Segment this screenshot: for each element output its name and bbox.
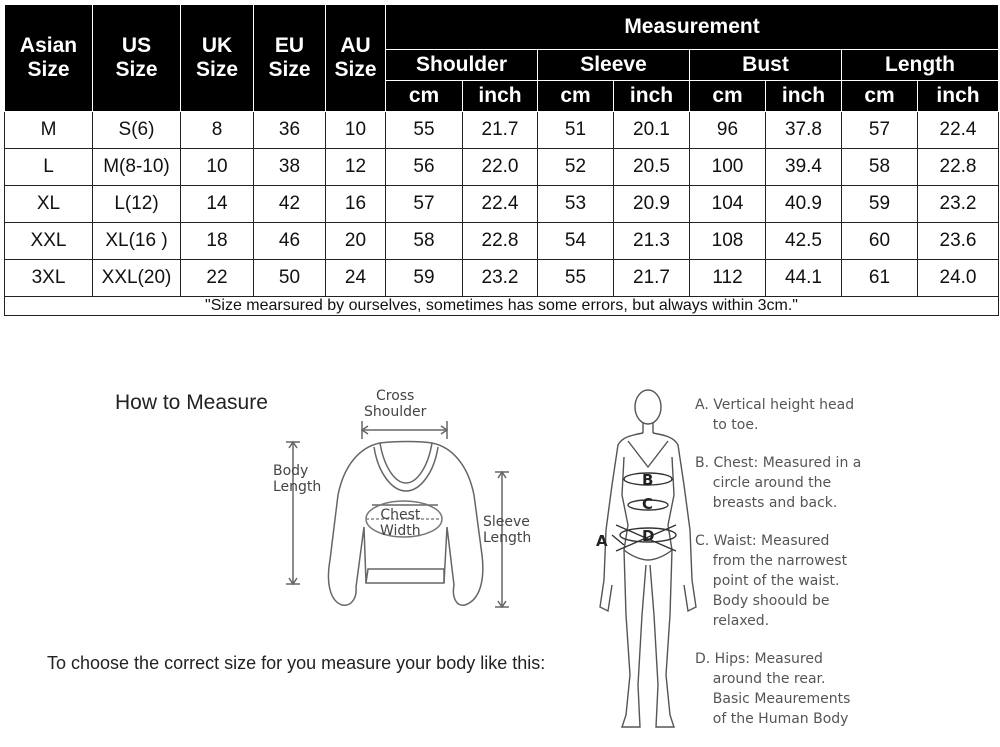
table-cell: 8 xyxy=(181,112,254,149)
table-cell: 55 xyxy=(538,260,614,297)
table-cell: 42.5 xyxy=(766,223,842,260)
header-unit-cm: cm xyxy=(842,81,918,112)
instruction-line: of the Human Body xyxy=(695,711,849,727)
table-cell: 36 xyxy=(254,112,326,149)
header-unit-cm: cm xyxy=(538,81,614,112)
table-row xyxy=(5,223,999,260)
header-unit-inch: inch xyxy=(614,81,690,112)
table-cell: 22.0 xyxy=(463,149,538,186)
instruction-line: circle around the xyxy=(695,475,832,491)
table-cell: 61 xyxy=(842,260,918,297)
table-cell: 39.4 xyxy=(766,149,842,186)
table-cell: 112 xyxy=(690,260,766,297)
table-cell: 22.4 xyxy=(918,112,999,149)
sleeve-length-label: Sleeve Length xyxy=(483,514,532,546)
table-cell: XL xyxy=(5,186,93,223)
body-length-label: Body Length xyxy=(273,463,322,495)
table-cell: 53 xyxy=(538,186,614,223)
table-cell: 24 xyxy=(326,260,386,297)
header-au-size: AU Size xyxy=(326,5,386,112)
letter-d-label: D xyxy=(642,527,655,545)
instruction-line: around the rear. xyxy=(695,671,826,687)
table-cell: 58 xyxy=(842,149,918,186)
table-cell: 42 xyxy=(254,186,326,223)
table-cell: S(6) xyxy=(93,112,181,149)
table-cell: 20.9 xyxy=(614,186,690,223)
table-cell: 52 xyxy=(538,149,614,186)
table-cell: 108 xyxy=(690,223,766,260)
table-cell: M xyxy=(5,112,93,149)
header-eu-size: EU Size xyxy=(254,5,326,112)
table-cell: 60 xyxy=(842,223,918,260)
instruction-line: from the narrowest xyxy=(695,553,848,569)
letter-b-label: B xyxy=(642,471,654,489)
table-cell: 100 xyxy=(690,149,766,186)
table-cell: 58 xyxy=(386,223,463,260)
header-length: Length xyxy=(842,50,999,81)
table-cell: M(8-10) xyxy=(93,149,181,186)
table-cell: 14 xyxy=(181,186,254,223)
header-unit-cm: cm xyxy=(386,81,463,112)
how-to-measure-section xyxy=(0,355,1000,737)
instruction-item xyxy=(695,395,885,435)
table-cell: 21.7 xyxy=(614,260,690,297)
table-row xyxy=(5,260,999,297)
instruction-item xyxy=(695,531,885,631)
instruction-item xyxy=(695,649,885,729)
instruction-line: D. Hips: Measured xyxy=(695,651,823,667)
table-cell: 16 xyxy=(326,186,386,223)
measurement-instructions xyxy=(695,395,885,747)
size-note: "Size mearsured by ourselves, sometimes has some errors, but always within 3cm." xyxy=(5,297,999,316)
table-cell: 23.2 xyxy=(463,260,538,297)
how-to-measure-title: How to Measure xyxy=(115,391,268,414)
table-cell: 37.8 xyxy=(766,112,842,149)
table-cell: 24.0 xyxy=(918,260,999,297)
letter-a-label: A xyxy=(596,532,608,550)
table-cell: 40.9 xyxy=(766,186,842,223)
table-cell: 21.3 xyxy=(614,223,690,260)
table-cell: 22.8 xyxy=(918,149,999,186)
table-cell: 57 xyxy=(386,186,463,223)
table-cell: 96 xyxy=(690,112,766,149)
table-cell: 22 xyxy=(181,260,254,297)
table-cell: 3XL xyxy=(5,260,93,297)
table-cell: 59 xyxy=(386,260,463,297)
header-unit-inch: inch xyxy=(766,81,842,112)
table-cell: 50 xyxy=(254,260,326,297)
table-cell: 57 xyxy=(842,112,918,149)
table-cell: 22.8 xyxy=(463,223,538,260)
table-row xyxy=(5,112,999,149)
table-row xyxy=(5,149,999,186)
instruction-line: C. Waist: Measured xyxy=(695,533,830,549)
table-cell: 18 xyxy=(181,223,254,260)
table-cell: 10 xyxy=(181,149,254,186)
cross-shoulder-label: Cross Shoulder xyxy=(364,388,427,420)
instruction-line: A. Vertical height head xyxy=(695,397,855,413)
table-cell: XL(16 ) xyxy=(93,223,181,260)
table-cell: 56 xyxy=(386,149,463,186)
table-cell: 104 xyxy=(690,186,766,223)
letter-c-label: C xyxy=(642,495,654,513)
table-cell: 12 xyxy=(326,149,386,186)
table-cell: 22.4 xyxy=(463,186,538,223)
table-cell: XXL(20) xyxy=(93,260,181,297)
table-cell: 46 xyxy=(254,223,326,260)
table-cell: 10 xyxy=(326,112,386,149)
instruction-item xyxy=(695,453,885,513)
header-uk-size: UK Size xyxy=(181,5,254,112)
header-us-size: US Size xyxy=(93,5,181,112)
table-cell: 54 xyxy=(538,223,614,260)
choose-size-text: To choose the correct size for you measure your body like this: xyxy=(47,653,546,673)
header-sleeve: Sleeve xyxy=(538,50,690,81)
header-shoulder: Shoulder xyxy=(386,50,538,81)
instruction-line: Basic Meaurements xyxy=(695,691,851,707)
chest-width-label: Chest Width xyxy=(380,507,421,539)
table-cell: 59 xyxy=(842,186,918,223)
header-unit-cm: cm xyxy=(690,81,766,112)
table-cell: XXL xyxy=(5,223,93,260)
header-unit-inch: inch xyxy=(918,81,999,112)
header-bust: Bust xyxy=(690,50,842,81)
table-cell: 20.1 xyxy=(614,112,690,149)
table-cell: 23.6 xyxy=(918,223,999,260)
table-cell: 23.2 xyxy=(918,186,999,223)
table-cell: L(12) xyxy=(93,186,181,223)
instruction-line: to toe. xyxy=(695,417,759,433)
instruction-line: B. Chest: Measured in a xyxy=(695,455,862,471)
table-cell: 51 xyxy=(538,112,614,149)
table-cell: 38 xyxy=(254,149,326,186)
table-cell: 44.1 xyxy=(766,260,842,297)
table-cell: 21.7 xyxy=(463,112,538,149)
header-unit-inch: inch xyxy=(463,81,538,112)
table-cell: 20 xyxy=(326,223,386,260)
instruction-line: breasts and back. xyxy=(695,495,838,511)
table-cell: 55 xyxy=(386,112,463,149)
header-measurement: Measurement xyxy=(386,5,999,50)
human-figure-diagram xyxy=(600,390,696,727)
table-row xyxy=(5,186,999,223)
instruction-line: relaxed. xyxy=(695,613,770,629)
table-cell: L xyxy=(5,149,93,186)
header-asian-size: Asian Size xyxy=(5,5,93,112)
table-cell: 20.5 xyxy=(614,149,690,186)
size-chart-table xyxy=(4,4,999,316)
instruction-line: point of the waist. xyxy=(695,573,840,589)
instruction-line: Body shoould be xyxy=(695,593,830,609)
